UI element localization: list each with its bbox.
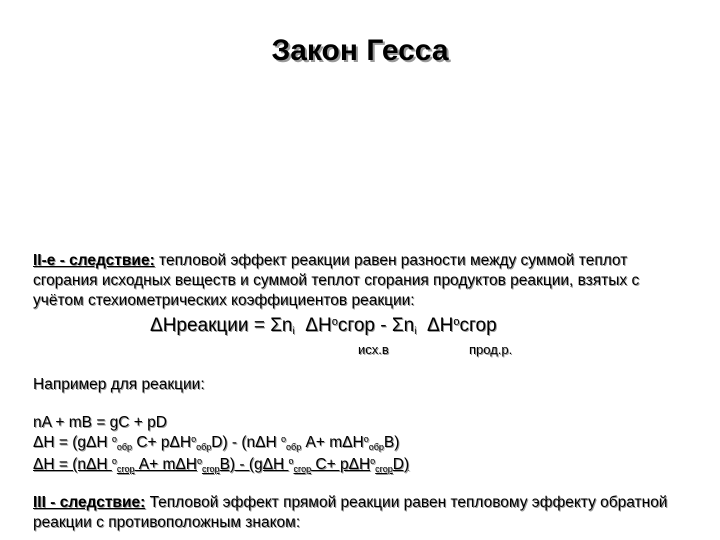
consequence-3-text-1: Тепловой эффект прямой реакции равен тепловому эффекту обратной bbox=[145, 494, 668, 511]
formula-combustion: сгор - Σn bbox=[337, 315, 415, 336]
eq-sub: обр bbox=[196, 442, 212, 452]
eq-sup: o bbox=[281, 434, 287, 444]
consequence-3-label: III - следствие: bbox=[33, 494, 146, 511]
eq-sup: o bbox=[191, 434, 197, 444]
reaction-equation: nA + mB = gC + pD bbox=[33, 414, 167, 431]
eq-text: В) bbox=[383, 434, 400, 451]
formula-index-i: i bbox=[292, 326, 295, 337]
eq-sup: o bbox=[111, 456, 117, 466]
eq-sub: обр bbox=[116, 442, 133, 452]
eq-text: А+ mΔН bbox=[134, 456, 197, 473]
eq-sub: обр bbox=[286, 442, 302, 452]
eq-sub: сгор bbox=[201, 464, 220, 474]
eq-text: ΔН = (gΔН bbox=[33, 434, 112, 451]
enthalpy-formation-equation bbox=[33, 434, 399, 452]
formula-dh: ΔН bbox=[426, 315, 454, 336]
consequence-3-line-1 bbox=[33, 494, 667, 512]
formula-standard-o: o bbox=[331, 316, 338, 328]
formula-under-products: прод.р. bbox=[469, 342, 513, 357]
eq-sub: сгор bbox=[375, 464, 393, 474]
page-title: Закон Гесса bbox=[271, 34, 449, 67]
eq-text: С+ pΔН bbox=[311, 456, 371, 473]
consequence-2-line-3: учётом стехиометрических коэффициентов реакции: bbox=[33, 292, 415, 309]
eq-sub: обр bbox=[368, 442, 384, 452]
eq-text: В) - (gΔН bbox=[219, 456, 289, 473]
eq-text: D) bbox=[392, 456, 410, 473]
eq-sub: сгор bbox=[293, 464, 312, 474]
example-label: Например для реакции: bbox=[33, 376, 205, 393]
consequence-2-line-2: сгорания исходных веществ и суммой теплот сгорания продуктов реакции, взятых с bbox=[33, 272, 640, 289]
formula-under-reactants: исх.в bbox=[358, 342, 389, 357]
formula-combustion: сгор bbox=[459, 315, 497, 336]
consequence-3-line-2: реакции с противоположным знаком: bbox=[33, 514, 301, 531]
eq-text: С+ pΔН bbox=[132, 434, 192, 451]
eq-text: D) - (nΔН bbox=[211, 434, 282, 451]
eq-sup: o bbox=[196, 456, 202, 466]
eq-sup: o bbox=[363, 434, 369, 444]
formula-index-i: i bbox=[414, 326, 417, 337]
consequence-2-text-1: тепловой эффект реакции равен разности между суммой теплот bbox=[154, 252, 628, 269]
consequence-2-line-1 bbox=[33, 252, 627, 270]
formula-dh: ΔН bbox=[305, 315, 332, 336]
eq-sub: сгор bbox=[116, 464, 135, 474]
eq-sup: o bbox=[370, 456, 376, 466]
enthalpy-combustion-equation bbox=[33, 456, 409, 474]
eq-text: ΔН = (nΔН bbox=[33, 456, 112, 473]
eq-sup: o bbox=[288, 456, 294, 466]
eq-text: А+ mΔН bbox=[301, 434, 364, 451]
formula-standard-o: o bbox=[453, 316, 460, 328]
eq-sup: o bbox=[111, 434, 117, 444]
main-formula bbox=[150, 315, 497, 337]
consequence-2-label: II-е - следствие: bbox=[33, 252, 155, 269]
formula-lhs: ΔНреакции = Σn bbox=[150, 315, 293, 336]
